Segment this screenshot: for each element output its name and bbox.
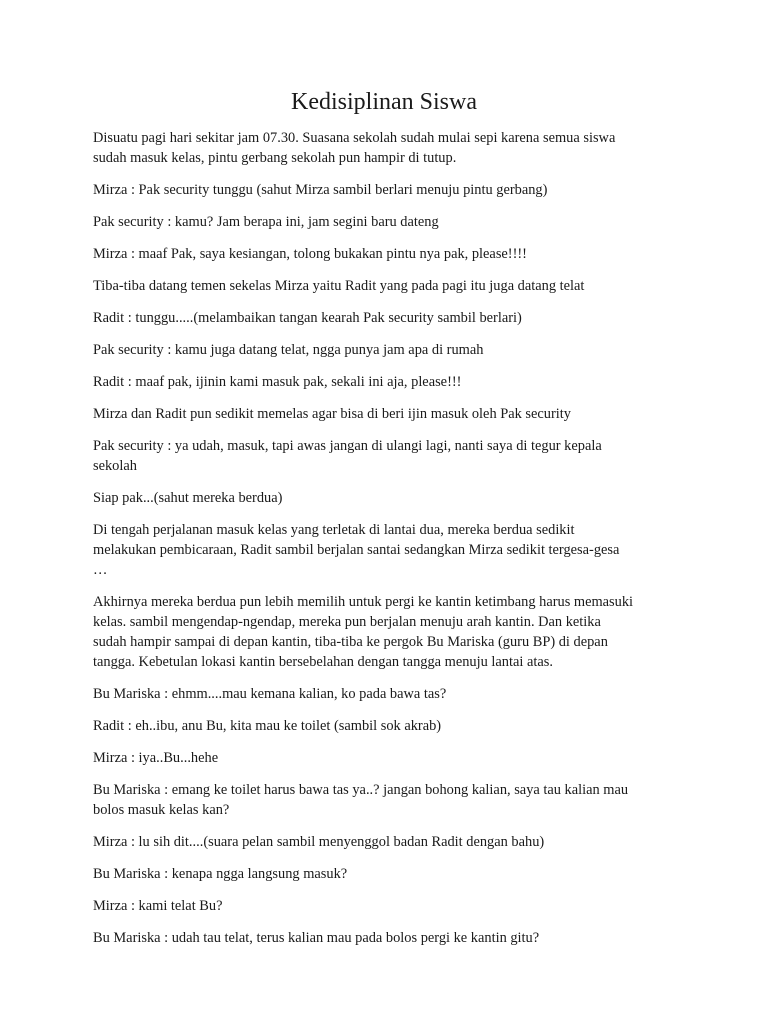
- paragraph-line: sekolah: [93, 458, 137, 474]
- paragraph-line: Mirza : Pak security tunggu (sahut Mirza sambil berlari menuju pintu gerbang): [93, 182, 548, 198]
- paragraph-line: Pak security : kamu? Jam berapa ini, jam segini baru dateng: [93, 214, 439, 230]
- paragraph: [93, 684, 673, 704]
- paragraph-line: Radit : tunggu.....(melambaikan tangan kearah Pak security sambil berlari): [93, 310, 522, 326]
- paragraph-line: kelas. sambil mengendap-ngendap, mereka pun berjalan menuju arah kantin. Dan ketika: [93, 614, 601, 630]
- paragraph: [93, 832, 673, 852]
- paragraph-line: melakukan pembicaraan, Radit sambil berjalan santai sedangkan Mirza sedikit tergesa-gesa: [93, 542, 620, 558]
- document-body: [93, 128, 673, 960]
- document-title: Kedisiplinan Siswa: [291, 89, 477, 115]
- paragraph-line: Di tengah perjalanan masuk kelas yang terletak di lantai dua, mereka berdua sedikit: [93, 522, 575, 538]
- paragraph-line: Pak security : ya udah, masuk, tapi awas jangan di ulangi lagi, nanti saya di tegur kepala: [93, 438, 602, 454]
- paragraph: [93, 520, 673, 580]
- paragraph-line: Siap pak...(sahut mereka berdua): [93, 490, 283, 506]
- paragraph: [93, 716, 673, 736]
- paragraph-line: sudah hampir sampai di depan kantin, tiba-tiba ke pergok Bu Mariska (guru BP) di depan: [93, 634, 608, 650]
- paragraph: [93, 928, 673, 948]
- paragraph: [93, 276, 673, 296]
- paragraph-line: Tiba-tiba datang temen sekelas Mirza yaitu Radit yang pada pagi itu juga datang telat: [93, 278, 585, 294]
- paragraph-line: Bu Mariska : emang ke toilet harus bawa tas ya..? jangan bohong kalian, saya tau kalian mau: [93, 782, 629, 798]
- paragraph-line: Mirza : maaf Pak, saya kesiangan, tolong bukakan pintu nya pak, please!!!!: [93, 246, 527, 262]
- paragraph-line: Radit : maaf pak, ijinin kami masuk pak, sekali ini aja, please!!!: [93, 374, 462, 390]
- paragraph-line: Mirza : lu sih dit....(suara pelan sambil menyenggol badan Radit dengan bahu): [93, 834, 545, 850]
- paragraph: [93, 308, 673, 328]
- paragraph: [93, 340, 673, 360]
- paragraph-line: Disuatu pagi hari sekitar jam 07.30. Suasana sekolah sudah mulai sepi karena semua siswa: [93, 130, 616, 146]
- paragraph-line: Bu Mariska : udah tau telat, terus kalian mau pada bolos pergi ke kantin gitu?: [93, 930, 540, 946]
- paragraph: [93, 180, 673, 200]
- paragraph-line: Bu Mariska : ehmm....mau kemana kalian, ko pada bawa tas?: [93, 686, 447, 702]
- paragraph-line: Mirza dan Radit pun sedikit memelas agar bisa di beri ijin masuk oleh Pak security: [93, 406, 571, 422]
- paragraph: [93, 864, 673, 884]
- paragraph: [93, 128, 673, 168]
- paragraph-line: Pak security : kamu juga datang telat, ngga punya jam apa di rumah: [93, 342, 484, 358]
- paragraph-line: Mirza : kami telat Bu?: [93, 898, 223, 914]
- paragraph-line: tangga. Kebetulan lokasi kantin bersebelahan dengan tangga menuju lantai atas.: [93, 654, 553, 670]
- paragraph-line: Mirza : iya..Bu...hehe: [93, 750, 219, 766]
- paragraph: [93, 488, 673, 508]
- paragraph: [93, 592, 673, 672]
- paragraph: [93, 372, 673, 392]
- paragraph-line: …: [93, 562, 108, 578]
- paragraph: [93, 244, 673, 264]
- paragraph-line: bolos masuk kelas kan?: [93, 802, 230, 818]
- paragraph: [93, 780, 673, 820]
- paragraph: [93, 748, 673, 768]
- paragraph: [93, 896, 673, 916]
- paragraph: [93, 436, 673, 476]
- paragraph-line: Bu Mariska : kenapa ngga langsung masuk?: [93, 866, 348, 882]
- paragraph: [93, 404, 673, 424]
- paragraph-line: Radit : eh..ibu, anu Bu, kita mau ke toilet (sambil sok akrab): [93, 718, 442, 734]
- paragraph: [93, 212, 673, 232]
- paragraph-line: sudah masuk kelas, pintu gerbang sekolah pun hampir di tutup.: [93, 150, 457, 166]
- paragraph-line: Akhirnya mereka berdua pun lebih memilih untuk pergi ke kantin ketimbang harus memasuki: [93, 594, 634, 610]
